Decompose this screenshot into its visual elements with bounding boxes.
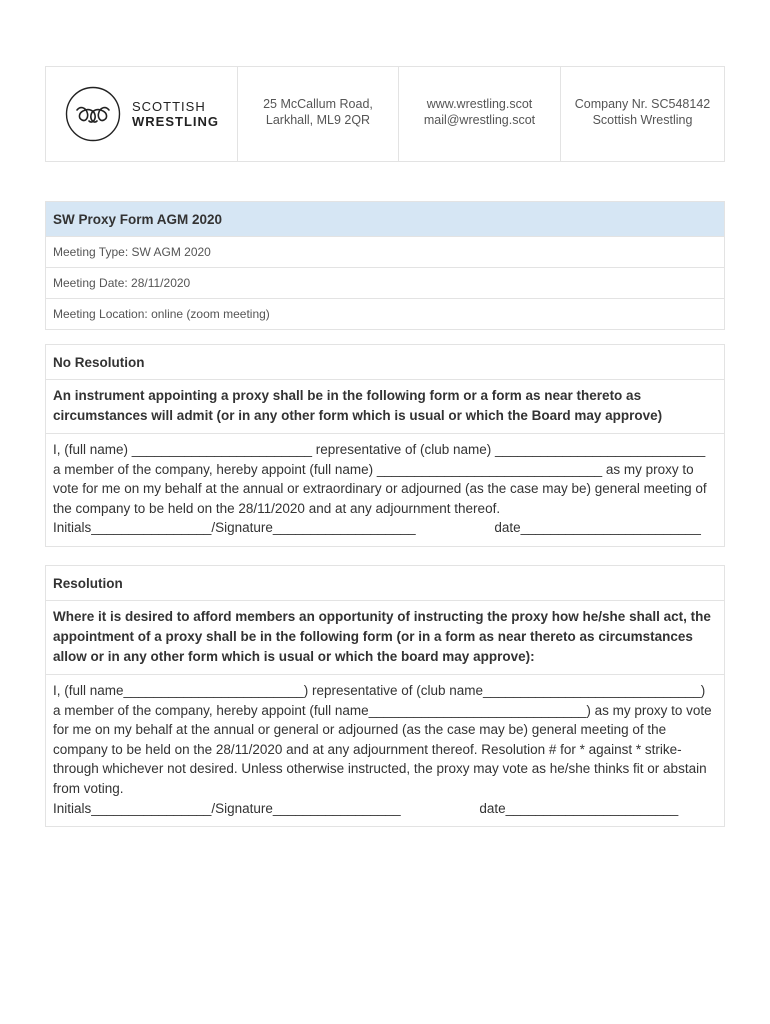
form-title: SW Proxy Form AGM 2020: [46, 202, 724, 236]
resolution-instructions: Where it is desired to afford members an opportunity of instructing the proxy how he/she shall act, the appointment of a proxy shall be in the following form (or in a form as near thereto as circumstances allow or in any other form which is usual or which the board may approve):: [46, 600, 724, 674]
resolution-title: Resolution: [53, 575, 123, 591]
address-line-1: 25 McCallum Road,: [263, 97, 373, 111]
no-resolution-body: I, (full name) ________________________ representative of (club name) ____________________________ a member of the company, hereby appoint (full name) ______________________________ as my proxy to vote for me on my behalf at the annual or extraordinary or adjourned (as the case may be) general meeting of the company to be held on the 28/11/2020 and at any adjournment thereof.: [53, 442, 707, 516]
logo-word-scottish: SCOTTISH: [132, 99, 206, 114]
meeting-details: [45, 201, 725, 330]
no-resolution-instructions: An instrument appointing a proxy shall be in the following form or a form as near thereto as circumstances will admit (or in any other form which is usual or which the Board may approve): [46, 379, 724, 433]
resolution-proxy-text: [46, 674, 724, 826]
letterhead: [45, 66, 725, 162]
company-name: Scottish Wrestling: [592, 113, 693, 127]
logo-wordmark: [132, 99, 219, 129]
no-resolution-title: No Resolution: [53, 354, 145, 370]
company-number: Company Nr. SC548142: [574, 97, 711, 111]
no-resolution-signature-line: Initials________________/Signature___________________ date________________________: [53, 520, 701, 536]
logo-word-wrestling: WRESTLING: [132, 114, 219, 129]
address-line-2: Larkhall, ML9 2QR: [265, 113, 371, 127]
meeting-location: Meeting Location: online (zoom meeting): [46, 298, 724, 329]
contact-cell: [399, 67, 561, 161]
no-resolution-proxy-text: [46, 433, 724, 546]
meeting-date: Meeting Date: 28/11/2020: [46, 267, 724, 298]
resolution-signature-line: Initials________________/Signature_________________ date_______________________: [53, 800, 679, 816]
company-cell: [561, 67, 724, 161]
logo: [65, 86, 219, 142]
address-cell: [238, 67, 399, 161]
website-link[interactable]: www.wrestling.scot: [426, 97, 533, 111]
logo-cell: [46, 67, 238, 161]
meeting-type: Meeting Type: SW AGM 2020: [46, 236, 724, 267]
resolution-section: [45, 565, 725, 827]
email-link[interactable]: mail@wrestling.scot: [423, 113, 536, 127]
scottish-wrestling-logo-icon: [65, 86, 121, 142]
resolution-body: I, (full name________________________) representative of (club name_____________________________) a member of the company, hereby appoint (full name_____________________________) as my proxy to vote for me on my behalf at the annual or general or adjourned (as the case may be) general meeting of the company to be held on the 28/11/2020 and at any adjournment thereof. Resolution # for * against * strike-through whichever not desired. Unless otherwise instructed, the proxy may vote as he/she thinks fit or abstain from voting.: [53, 683, 712, 796]
no-resolution-section: [45, 344, 725, 547]
